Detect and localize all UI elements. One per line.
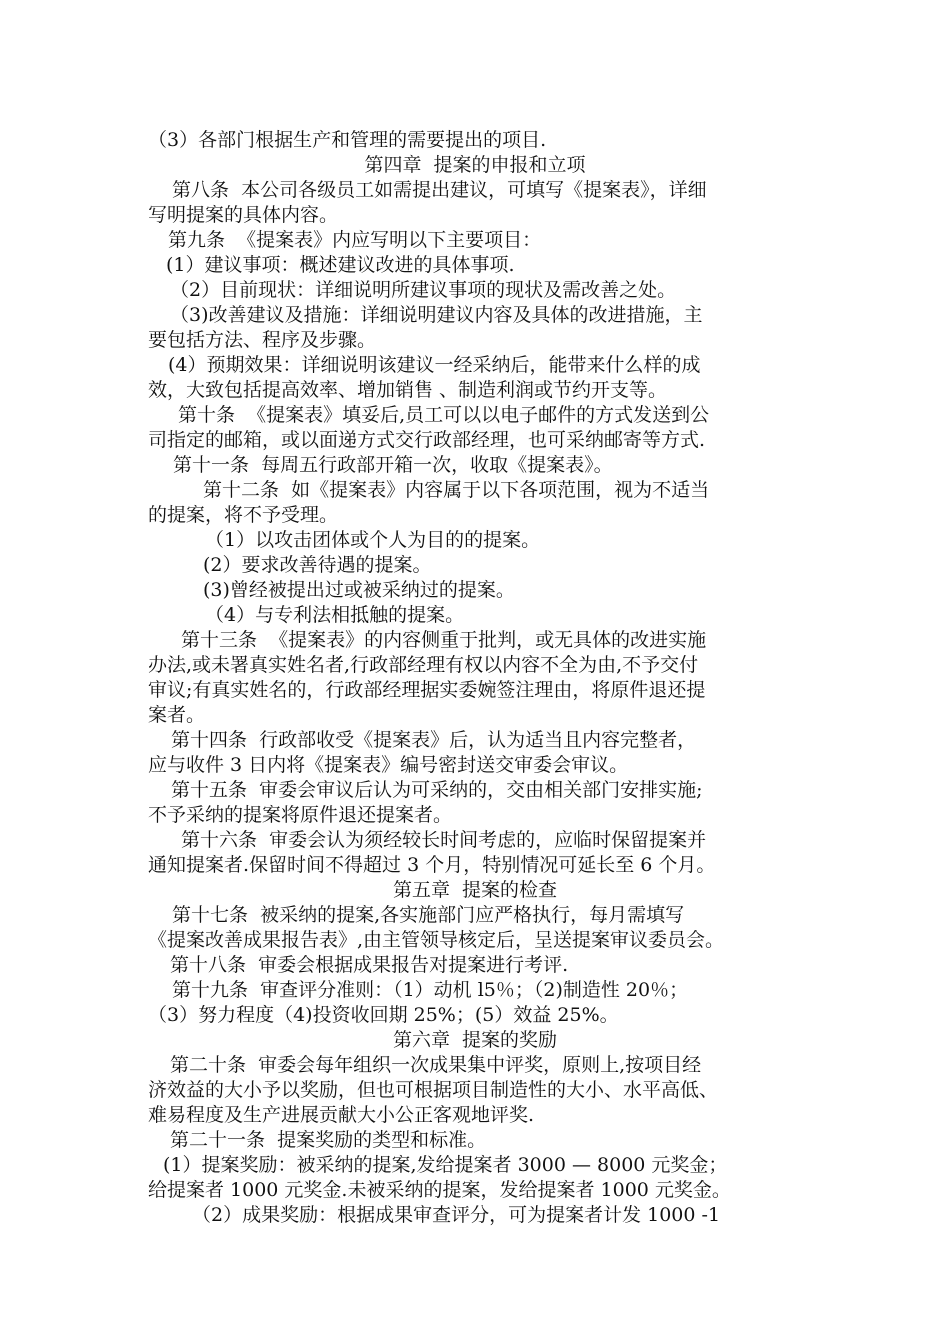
document-line: 第十六条 审委会认为须经较长时间考虑的，应临时保留提案并 <box>181 829 707 851</box>
document-line: 给提案者 1000 元奖金.未被采纳的提案，发给提案者 1000 元奖金。 <box>148 1179 731 1201</box>
document-line: 《提案改善成果报告表》,由主管领导核定后，呈送提案审议委员会。 <box>148 929 725 951</box>
document-line: 第八条 本公司各级员工如需提出建议，可填写《提案表》，详细 <box>172 179 707 201</box>
document-line: （1）以攻击团体或个人为目的的提案。 <box>205 529 541 551</box>
document-line: 第十二条 如《提案表》内容属于以下各项范围，视为不适当 <box>203 479 710 501</box>
chapter-heading: 第五章 提案的检查 <box>392 879 558 901</box>
document-line: 审议;有真实姓名的，行政部经理据实委婉签注理由，将原件退还提 <box>148 679 706 701</box>
document-line: 第十四条 行政部收受《提案表》后，认为适当且内容完整者， <box>171 729 697 751</box>
document-line: 第九条 《提案表》内应写明以下主要项目： <box>168 229 542 251</box>
document-line: (3)曾经被提出过或被采纳过的提案。 <box>203 579 515 601</box>
document-line: 要包括方法、程序及步骤。 <box>148 329 377 351</box>
document-line: 不予采纳的提案将原件退还提案者。 <box>148 804 453 826</box>
document-line: （3）各部门根据生产和管理的需要提出的项目. <box>148 129 547 151</box>
document-line: 案者。 <box>148 704 206 726</box>
document-line: 写明提案的具体内容。 <box>148 204 339 226</box>
document-line: 司指定的邮箱，或以面递方式交行政部经理，也可采纳邮寄等方式. <box>148 429 706 451</box>
document-line: 效，大致包括提高效率、增加销售 、制造利润或节约开支等。 <box>148 379 668 401</box>
chapter-heading: 第四章 提案的申报和立项 <box>364 154 586 176</box>
document-line: (4）预期效果：详细说明该建议一经采纳后，能带来什么样的成 <box>168 354 701 376</box>
document-line: 的提案，将不予受理。 <box>148 504 339 526</box>
document-line: （4）与专利法相抵触的提案。 <box>205 604 465 626</box>
document-line: （2）目前现状：详细说明所建议事项的现状及需改善之处。 <box>170 279 677 301</box>
document-line: 第十七条 被采纳的提案,各实施部门应严格执行，每月需填写 <box>172 904 685 926</box>
document-line: 办法,或未署真实姓名者,行政部经理有权以内容不全为由,不予交付 <box>148 654 699 676</box>
document-line: （3)改善建议及措施：详细说明建议内容及具体的改进措施，主 <box>170 304 703 326</box>
document-line: 济效益的大小予以奖励，但也可根据项目制造性的大小、水平高低、 <box>148 1079 719 1101</box>
document-line: 应与收件 3 日内将《提案表》编号密封送交审委会审议。 <box>148 754 629 776</box>
document-line: (2）要求改善待遇的提案。 <box>203 554 432 576</box>
document-line: （3）努力程度（4)投资收回期 25%；(5）效益 25%。 <box>148 1004 619 1026</box>
document-line: 难易程度及生产进展贡献大小公正客观地评奖. <box>148 1104 535 1126</box>
document-line: 第二十一条 提案奖励的类型和标准。 <box>170 1129 487 1151</box>
chapter-heading: 第六章 提案的奖励 <box>392 1029 558 1051</box>
document-line: 通知提案者.保留时间不得超过 3 个月，特别情况可延长至 6 个月。 <box>148 854 716 876</box>
document-line: (1）建议事项：概述建议改进的具体事项. <box>166 254 515 276</box>
document-line: 第十八条 审委会根据成果报告对提案进行考评. <box>170 954 569 976</box>
document-line: （2）成果奖励：根据成果审查评分，可为提案者计发 1000 -1 <box>192 1204 721 1226</box>
document-line: 第十三条 《提案表》的内容侧重于批判，或无具体的改进实施 <box>181 629 707 651</box>
document-line: 第十九条 审查评分准则：（1）动机 l5％；（2)制造性 20％； <box>172 979 689 1001</box>
document-line: 第十条 《提案表》填妥后,员工可以以电子邮件的方式发送到公 <box>178 404 710 426</box>
document-line: 第十五条 审委会审议后认为可采纳的，交由相关部门安排实施; <box>171 779 703 801</box>
document-line: 第二十条 审委会每年组织一次成果集中评奖，原则上,按项目经 <box>170 1054 702 1076</box>
document-line: (1）提案奖励：被采纳的提案,发给提案者 3000 — 8000 元奖金； <box>163 1154 728 1176</box>
document-line: 第十一条 每周五行政部开箱一次，收取《提案表》。 <box>173 454 613 476</box>
